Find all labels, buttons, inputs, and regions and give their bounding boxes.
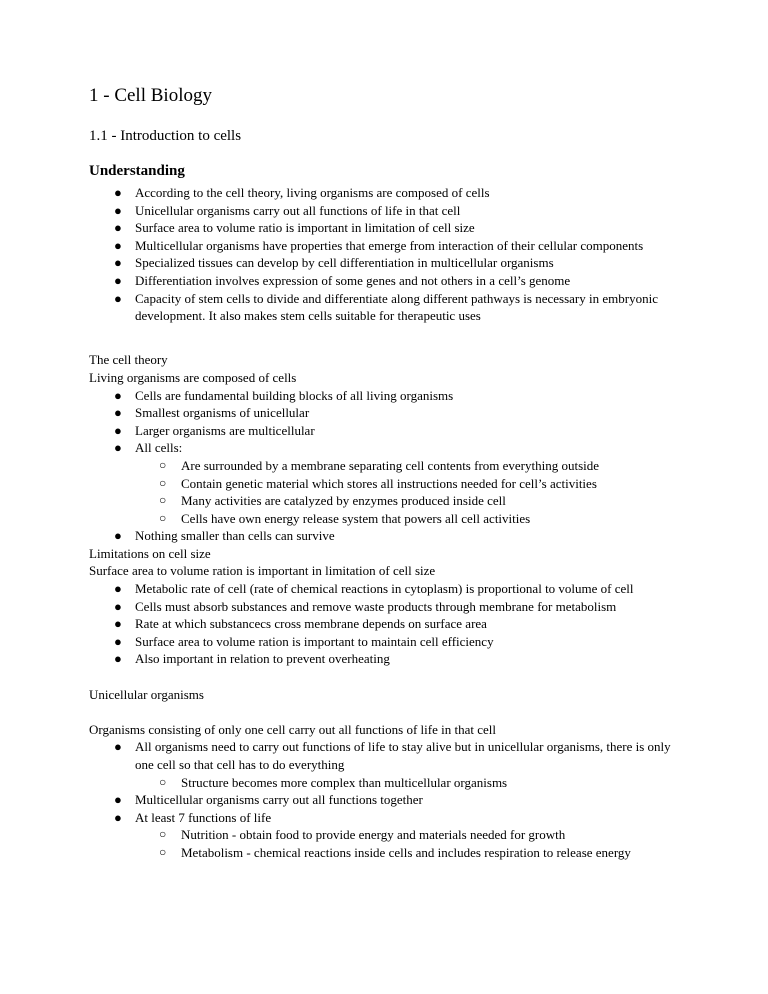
circle-bullet-icon: ○ [159, 493, 167, 508]
bullet-icon: ● [114, 809, 122, 825]
limitations-heading: Limitations on cell size [89, 545, 211, 561]
list-item: ● Rate at which substancecs cross membrane depends on surface area [114, 616, 487, 632]
bullet-icon: ● [114, 739, 122, 755]
list-item: ● According to the cell theory, living organisms are composed of cells [114, 185, 490, 200]
circle-bullet-icon: ○ [159, 827, 167, 842]
bullet-icon: ● [114, 202, 122, 218]
list-item: ● Cells are fundamental building blocks of all living organisms [114, 387, 454, 403]
list-item: ● Capacity of stem cells to divide and differentiate along different pathways is necessary in embryonic development. It also makes stem cells suitable for therapeutic uses [114, 290, 658, 324]
bullet-icon: ● [114, 272, 122, 288]
sub-list-item: ○ Structure becomes more complex than multicellular organisms [159, 774, 508, 790]
section-title: 1.1 - Introduction to cells [89, 128, 242, 144]
circle-bullet-icon: ○ [159, 844, 167, 859]
sub-list-item: ○ Metabolism - chemical reactions inside cells and includes respiration to release energy [159, 844, 631, 860]
cell-theory-heading: The cell theory [89, 352, 168, 368]
document-title: 1 - Cell Biology [89, 85, 212, 106]
bullet-icon: ● [114, 422, 122, 438]
limitations-subheading: Surface area to volume ration is important in limitation of cell size [89, 563, 436, 579]
list-item: ● Larger organisms are multicellular [114, 422, 315, 438]
list-item: ● Multicellular organisms have properties that emerge from interaction of their cellular components [114, 237, 644, 253]
circle-bullet-icon: ○ [159, 510, 167, 525]
list-item: ● All cells: ○ Are surrounded by a membrane separating cell contents from everything outside ○ Contain genetic material which stores all instructions needed for cell’s activities ○ Many activities are catalyzed by enzymes produced inside cell ○ Cells have own energy release system that powers all cell activities [89, 439, 689, 527]
list-item: ● Surface area to volume ratio is important in limitation of cell size [114, 220, 475, 236]
bullet-icon: ● [114, 440, 122, 456]
bullet-icon: ● [114, 792, 122, 808]
list-item: ● Nothing smaller than cells can survive [114, 528, 335, 544]
circle-bullet-icon: ○ [159, 457, 167, 472]
bullet-icon: ● [114, 220, 122, 236]
unicellular-sublist [89, 774, 687, 792]
unicellular-heading: Unicellular organisms [89, 686, 204, 702]
list-item: ● Smallest organisms of unicellular [114, 405, 310, 421]
list-item: ● Metabolic rate of cell (rate of chemical reactions in cytoplasm) is proportional to volume of cell [114, 581, 634, 597]
document-page [89, 83, 689, 862]
bullet-icon: ● [114, 528, 122, 544]
list-item: ● All organisms need to carry out functions of life to stay alive but in unicellular organisms, there is only one cell so that cell has to do everything ○ Structure becomes more complex than multicellular organisms [89, 738, 687, 791]
list-item: ● Differentiation involves expression of some genes and not others in a cell’s genome [114, 272, 571, 288]
bullet-icon: ● [114, 616, 122, 632]
bullet-icon: ● [114, 405, 122, 421]
bullet-icon: ● [114, 185, 122, 200]
bullet-icon: ● [114, 290, 122, 306]
list-item: ● At least 7 functions of life ○ Nutrition - obtain food to provide energy and materials needed for growth ○ Metabolism - chemical reactions inside cells and includes respiration to release energy [89, 809, 689, 862]
bullet-icon: ● [114, 255, 122, 271]
unicellular-list [89, 738, 689, 861]
bullet-icon: ● [114, 237, 122, 253]
circle-bullet-icon: ○ [159, 774, 167, 789]
bullet-icon: ● [114, 633, 122, 649]
sub-list-item: ○ Nutrition - obtain food to provide energy and materials needed for growth [159, 827, 566, 843]
list-item: ● Multicellular organisms carry out all functions together [114, 792, 423, 808]
understanding-heading: Understanding [89, 163, 185, 179]
list-item: ● Surface area to volume ration is important to maintain cell efficiency [114, 633, 494, 649]
sub-list-item: ○ Many activities are catalyzed by enzymes produced inside cell [159, 493, 506, 509]
cell-theory-list [89, 387, 689, 545]
bullet-icon: ● [114, 581, 122, 597]
list-item: ● Cells must absorb substances and remove waste products through membrane for metabolism [114, 598, 617, 614]
all-cells-sublist [89, 457, 689, 527]
bullet-icon: ● [114, 387, 122, 403]
understanding-list [89, 184, 689, 325]
sub-list-item: ○ Are surrounded by a membrane separating cell contents from everything outside [159, 457, 600, 473]
list-item: ● Unicellular organisms carry out all functions of life in that cell [114, 202, 461, 218]
circle-bullet-icon: ○ [159, 475, 167, 490]
limitations-list [89, 580, 689, 668]
unicellular-subheading: Organisms consisting of only one cell carry out all functions of life in that cell [89, 721, 496, 737]
sub-list-item: ○ Cells have own energy release system that powers all cell activities [159, 510, 531, 526]
list-item: ● Specialized tissues can develop by cell differentiation in multicellular organisms [114, 255, 554, 271]
sub-list-item: ○ Contain genetic material which stores all instructions needed for cell’s activities [159, 475, 597, 491]
list-item: ● Also important in relation to prevent overheating [114, 651, 390, 667]
functions-of-life-sublist [89, 826, 689, 861]
bullet-icon: ● [114, 651, 122, 667]
cell-theory-subheading: Living organisms are composed of cells [89, 369, 297, 385]
bullet-icon: ● [114, 598, 122, 614]
